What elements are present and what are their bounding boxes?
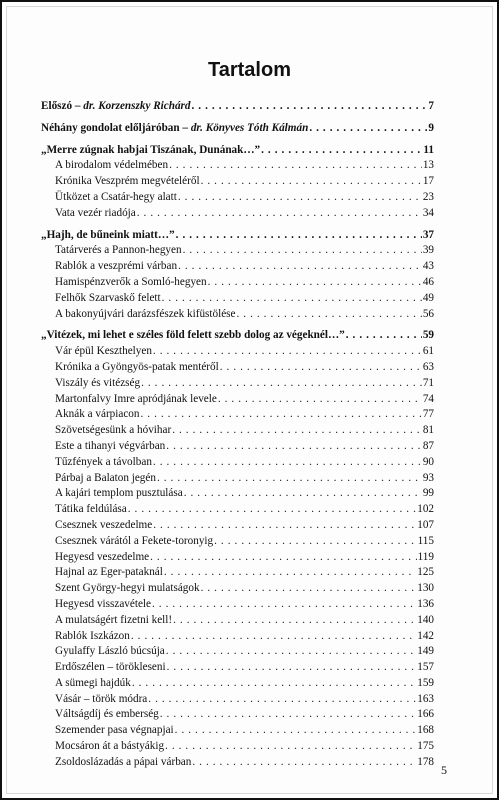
dot-leader: [220, 361, 422, 373]
dot-leader: [165, 740, 416, 752]
dot-leader: [183, 244, 422, 256]
entry-title: Gyulaffy László búcsúja: [55, 645, 165, 658]
entry-title: Martonfalvy Imre apródjának levele: [55, 392, 217, 405]
dot-leader: [178, 260, 422, 272]
dot-leader: [148, 693, 416, 705]
dot-leader: [132, 677, 416, 689]
section-author: dr. Korzenszky Richárd: [83, 100, 191, 112]
entry-page-number: 34: [422, 206, 434, 219]
dot-leader: [166, 645, 416, 657]
entry-page-number: 159: [417, 676, 434, 689]
toc-entry[interactable]: [41, 614, 434, 630]
section-page-number: 7: [428, 100, 434, 112]
entry-title: Felhők Szarvaskő felett: [55, 291, 161, 304]
dot-leader: [153, 456, 422, 468]
entry-title: Váltságdíj és emberség: [55, 708, 159, 721]
entry-page-number: 71: [422, 376, 434, 389]
entry-title: Csesznek várától a Fekete-toronyig: [55, 534, 214, 547]
section-author: dr. Könyves Tóth Kálmán: [190, 121, 309, 134]
dot-leader: [167, 661, 417, 673]
entry-title: Hajnal az Eger-pataknál: [55, 566, 163, 579]
entry-title: Rablók a veszprémi várban: [55, 260, 178, 273]
entry-page-number: 125: [417, 566, 434, 579]
toc-entry[interactable]: [41, 393, 434, 409]
dot-leader: [346, 329, 422, 341]
entry-page-number: 49: [422, 291, 434, 304]
toc-entry[interactable]: [41, 535, 434, 551]
dot-leader: [157, 472, 422, 484]
toc-entry[interactable]: [41, 308, 434, 324]
entry-page-number: 13: [422, 159, 434, 172]
entry-title: Este a tihanyi végvárban: [55, 439, 166, 452]
entry-page-number: 63: [422, 360, 434, 373]
entry-title: A birodalom védelmében: [55, 159, 169, 172]
toc-entry[interactable]: [41, 191, 434, 207]
entry-title: Csesznek veszedelme: [55, 518, 153, 531]
section-title: [41, 122, 308, 134]
dot-leader: [137, 207, 422, 219]
toc-entry[interactable]: [41, 487, 434, 503]
toc-entry[interactable]: [41, 159, 434, 175]
entry-page-number: 61: [422, 345, 434, 358]
dot-leader: [176, 229, 422, 241]
entry-title: Szövetségesünk a hóvihar: [55, 424, 172, 437]
dot-leader: [214, 535, 416, 547]
entry-title: Viszály és vitézség: [55, 376, 141, 389]
entry-page-number: 74: [422, 392, 434, 405]
toc-entry[interactable]: [41, 708, 434, 724]
toc-entry[interactable]: [41, 260, 434, 276]
entry-title: Mocsáron át a bástyákig: [55, 740, 165, 753]
book-page: [6, 6, 493, 794]
toc-entry[interactable]: [41, 551, 434, 567]
entry-title: Krónika Veszprém megvételéről: [55, 175, 200, 188]
toc-entry[interactable]: [41, 519, 434, 535]
section-page-number: 9: [428, 121, 434, 134]
dot-leader: [162, 292, 422, 304]
toc-section-heading[interactable]: [41, 144, 434, 160]
entry-title: Erdőszélen – törökleseni: [55, 661, 166, 674]
entry-page-number: 46: [422, 275, 434, 288]
entry-title: Vata vezér riadója: [55, 206, 136, 219]
section-title: [41, 329, 345, 341]
entry-page-number: 102: [417, 503, 434, 516]
entry-page-number: 23: [422, 190, 434, 203]
entry-title: Rablók Iszkázon: [55, 629, 130, 642]
entry-page-number: 166: [417, 708, 434, 721]
dot-leader: [192, 756, 416, 768]
dot-leader: [169, 159, 422, 171]
dot-leader: [128, 503, 416, 515]
section-label: „Merre zúgnak habjai Tiszának, Dunának…”: [41, 143, 261, 156]
entry-page-number: 157: [417, 661, 434, 674]
toc-entry[interactable]: [41, 566, 434, 582]
dot-leader: [160, 708, 416, 720]
entry-page-number: 178: [417, 755, 434, 768]
toc-entry[interactable]: [41, 598, 434, 614]
toc-entry[interactable]: [41, 740, 434, 756]
entry-page-number: 99: [422, 487, 434, 500]
dot-leader: [201, 582, 417, 594]
dot-leader: [173, 614, 416, 626]
entry-page-number: 107: [417, 518, 434, 531]
toc-entry[interactable]: [41, 276, 434, 292]
entry-title: Ütközet a Csatár-hegy alatt: [55, 190, 177, 203]
dot-leader: [218, 393, 422, 405]
dot-leader: [152, 598, 416, 610]
dot-leader: [150, 551, 417, 563]
entry-title: A sümegi hajdúk: [55, 676, 131, 689]
section-label: „Vitézek, mi lehet e széles föld felett szebb dolog az végeknél…”: [41, 329, 345, 342]
entry-page-number: 43: [422, 260, 434, 273]
dot-leader: [201, 175, 422, 187]
dot-leader: [261, 144, 422, 156]
dot-leader: [184, 487, 422, 499]
entry-page-number: 168: [417, 724, 434, 737]
toc-entry[interactable]: [41, 661, 434, 677]
toc-entry[interactable]: [41, 244, 434, 260]
entry-title: Vár épül Keszthelyen: [55, 345, 152, 358]
toc-entry[interactable]: [41, 756, 434, 772]
toc-section-heading[interactable]: [41, 229, 434, 245]
dot-leader: [164, 566, 416, 578]
toc-entry[interactable]: [41, 440, 434, 456]
entry-title: Hamispénzverők a Somló-hegyen: [55, 275, 207, 288]
dot-leader: [153, 519, 416, 531]
dot-leader: [153, 345, 422, 357]
entry-page-number: 136: [417, 597, 434, 610]
entry-page-number: 175: [417, 740, 434, 753]
entry-page-number: 115: [417, 534, 434, 547]
section-label: „Hajh, de bűneink miatt…”: [41, 228, 175, 241]
entry-page-number: 87: [422, 439, 434, 452]
page-number: 5: [441, 763, 447, 777]
entry-title: Zsoldoslázadás a pápai várban: [55, 755, 192, 768]
entry-title: Párbaj a Balaton jegén: [55, 471, 156, 484]
entry-title: Szent György-hegyi mulatságok: [55, 582, 200, 595]
entry-page-number: 119: [417, 550, 434, 563]
entry-title: Krónika a Gyöngyös-patak mentéről: [55, 360, 219, 373]
dot-leader: [166, 440, 422, 452]
section-page-number: 59: [422, 329, 434, 342]
entry-title: Hegyesd visszavétele: [55, 597, 151, 610]
entry-page-number: 142: [417, 629, 434, 642]
dot-leader: [172, 424, 422, 436]
section-title: [41, 100, 191, 112]
toc-entry[interactable]: [41, 175, 434, 191]
entry-page-number: 17: [422, 175, 434, 188]
entry-title: A kajári templom pusztulása: [55, 487, 183, 500]
entry-title: Aknák a várpiacon: [55, 408, 140, 421]
dot-leader: [192, 100, 428, 112]
section-page-number: 37: [422, 228, 434, 241]
section-title: [41, 144, 260, 156]
dot-leader: [208, 276, 422, 288]
entry-page-number: 81: [422, 424, 434, 437]
toc-entry[interactable]: [41, 724, 434, 740]
toc-entry[interactable]: [41, 503, 434, 519]
toc-entry[interactable]: [41, 424, 434, 440]
entry-page-number: 39: [422, 244, 434, 257]
table-of-contents: [41, 100, 434, 772]
toc-entry[interactable]: [41, 472, 434, 488]
entry-title: Vásár – török módra: [55, 692, 148, 705]
toc-entry[interactable]: [41, 361, 434, 377]
entry-title: Hegyesd veszedelme: [55, 550, 150, 563]
dot-leader: [141, 377, 422, 389]
entry-page-number: 140: [417, 613, 434, 626]
dot-leader: [309, 122, 427, 134]
entry-page-number: 90: [422, 455, 434, 468]
entry-title: Szemender pasa végnapjai: [55, 724, 174, 737]
entry-title: Tátika feldúlása: [55, 503, 127, 516]
entry-title: Tűzfények a távolban: [55, 455, 152, 468]
toc-section-heading[interactable]: [41, 100, 434, 116]
dot-leader: [175, 724, 417, 736]
dot-leader: [237, 308, 422, 320]
toc-entry[interactable]: [41, 377, 434, 393]
section-title: [41, 229, 175, 241]
toc-entry[interactable]: [41, 345, 434, 361]
toc-entry[interactable]: [41, 693, 434, 709]
entry-page-number: 163: [417, 692, 434, 705]
toc-section-heading[interactable]: [41, 122, 434, 138]
entry-page-number: 77: [422, 408, 434, 421]
dot-leader: [131, 630, 416, 642]
toc-entry[interactable]: [41, 677, 434, 693]
dot-leader: [141, 408, 422, 420]
section-label: Előszó –: [41, 100, 81, 112]
section-page-number: 11: [423, 143, 434, 156]
entry-title: Tatárverés a Pannon-hegyen: [55, 244, 182, 257]
toc-entry[interactable]: [41, 630, 434, 646]
dot-leader: [178, 191, 422, 203]
entry-page-number: 149: [417, 645, 434, 658]
entry-page-number: 130: [417, 582, 434, 595]
entry-page-number: 56: [422, 307, 434, 320]
toc-entry[interactable]: [41, 645, 434, 661]
toc-entry[interactable]: [41, 582, 434, 598]
toc-entry[interactable]: [41, 456, 434, 472]
page-title: Tartalom: [208, 59, 291, 81]
entry-page-number: 93: [422, 471, 434, 484]
toc-entry[interactable]: [41, 292, 434, 308]
section-label: Néhány gondolat előljáróban –: [41, 121, 189, 134]
entry-title: A bakonyújvári darázsfészek kifüstölése: [55, 307, 236, 320]
toc-entry[interactable]: [41, 207, 434, 223]
entry-title: A mulatságért fizetni kell!: [55, 613, 173, 626]
toc-section-heading[interactable]: [41, 329, 434, 345]
toc-entry[interactable]: [41, 408, 434, 424]
